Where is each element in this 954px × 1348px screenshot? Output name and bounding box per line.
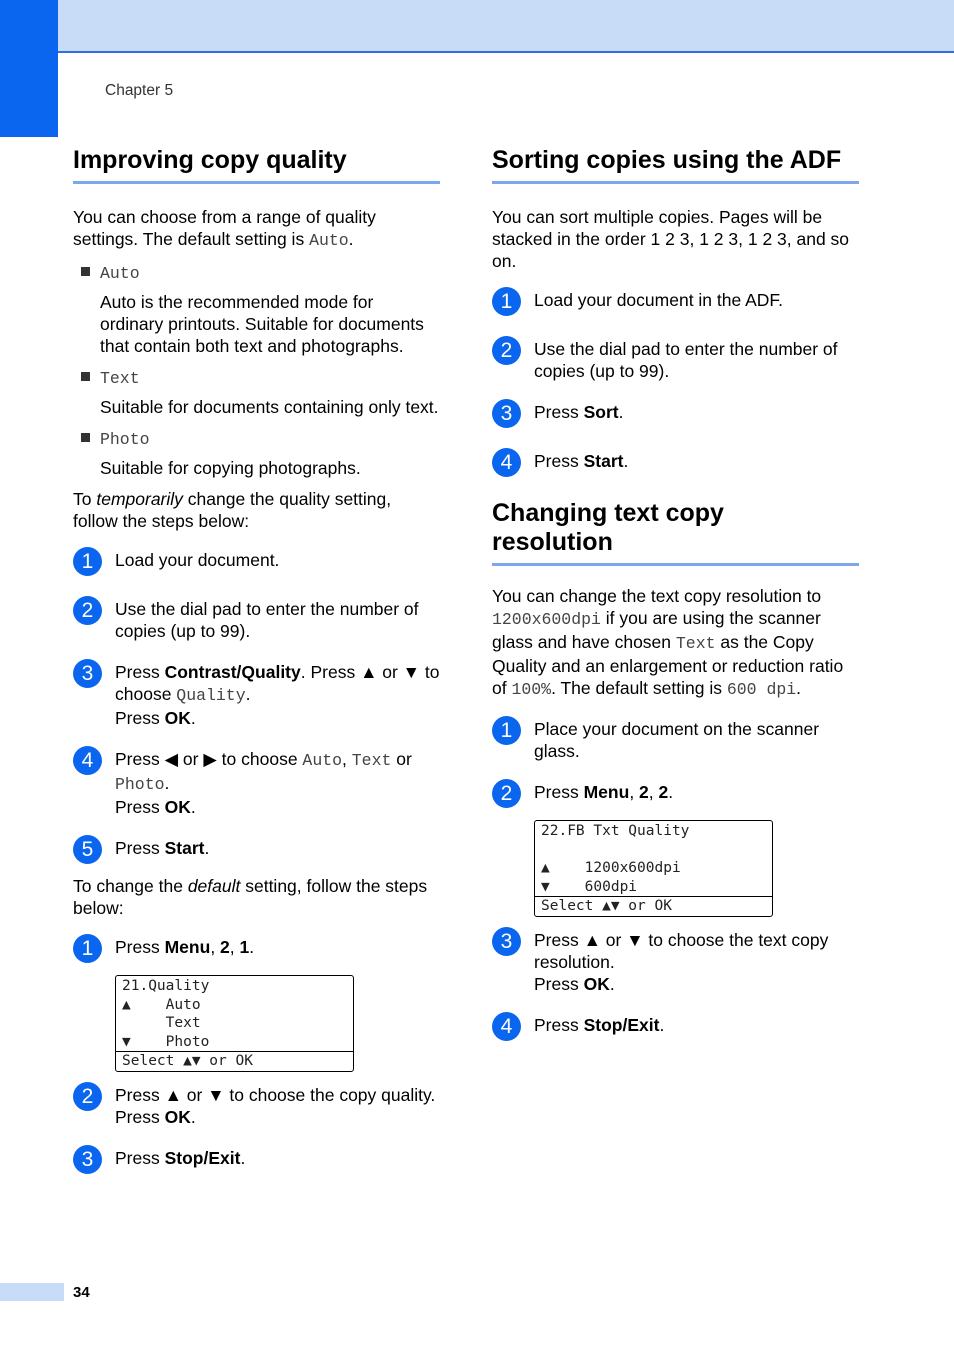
step-number-icon: 4 [492, 448, 521, 477]
chapter-tab [0, 0, 58, 137]
menu-value: Quality [176, 686, 246, 705]
text: as the Copy Quality and an enlargement or reduction ratio of [492, 632, 844, 698]
section-rule [492, 563, 859, 566]
option-desc: Auto is the recommended mode for ordinary printouts. Suitable for documents that contain both text and photographs. [100, 292, 424, 356]
step-text: Press [115, 1106, 165, 1127]
text: change the quality setting, follow the steps below: [73, 489, 392, 531]
step-text: Press [115, 937, 165, 957]
step-text: Press [534, 1014, 584, 1035]
option-text [73, 366, 440, 390]
step-text: Press [534, 402, 584, 422]
key-name: 2 [658, 782, 669, 802]
header-bar [0, 0, 954, 53]
step-text: . [249, 937, 255, 957]
step [492, 929, 859, 995]
step-text: . [190, 708, 196, 728]
intro-paragraph [73, 206, 440, 252]
step-text: Press [534, 451, 584, 471]
left-column [73, 146, 440, 1196]
step-number-icon: 1 [492, 287, 521, 316]
step-number-icon: 1 [492, 716, 521, 745]
key-name: Menu [164, 937, 211, 957]
intro-end: . [348, 229, 354, 249]
step-text: . [204, 838, 210, 858]
step-text: Press [534, 782, 584, 802]
step [73, 936, 440, 966]
text: . [796, 678, 802, 698]
chapter-label: Chapter 5 [105, 82, 174, 99]
lcd-lines: 21.Quality ▲ Auto Text ▼ Photo [122, 978, 210, 1050]
step-number-icon: 4 [492, 1012, 521, 1041]
section-title-resolution: Changing text copy resolution [492, 499, 724, 556]
step [73, 549, 440, 579]
step [73, 1147, 440, 1177]
key-name: OK [164, 1106, 191, 1127]
step-text: Load your document. [115, 550, 280, 570]
step-text: . [240, 1147, 246, 1168]
menu-value: 600 dpi [726, 680, 797, 699]
step-text: Press ▲ or ▼ to choose the copy quality. [115, 1084, 436, 1105]
key-name: Sort [583, 402, 619, 422]
step-number-icon: 3 [492, 927, 521, 956]
section-title-copy-quality: Improving copy quality [73, 146, 440, 184]
step [492, 450, 859, 480]
step-text: Use the dial pad to enter the number of copies (up to 99). [534, 339, 838, 381]
step-text: Use the dial pad to enter the number of copies (up to 99). [115, 599, 419, 641]
step-text: Press ◀ or ▶ to choose [115, 749, 303, 769]
step-text: or [391, 749, 412, 769]
default-value: Auto [309, 231, 349, 250]
step-text: . [190, 1106, 196, 1127]
step-number-icon: 1 [73, 934, 102, 963]
step-text: . [659, 1014, 665, 1035]
step-number-icon: 5 [73, 835, 102, 864]
step-text: . [245, 684, 251, 704]
step-text: Press [115, 797, 165, 817]
step-text: , [210, 937, 221, 957]
key-name: Stop/Exit [583, 1014, 660, 1035]
step-text: Place your document on the scanner glass. [534, 719, 820, 761]
step-number-icon: 2 [73, 596, 102, 625]
step-number-icon: 3 [73, 1145, 102, 1174]
step-text: Press ▲ or ▼ to choose the text copy resolution. [534, 929, 829, 972]
lcd-footer: Select ▲▼ or OK [535, 896, 772, 916]
section-title-sorting: Sorting copies using the ADF [492, 146, 859, 184]
menu-value: 1200x600dpi [492, 610, 601, 629]
step-text: , [648, 782, 659, 802]
lcd-display [115, 975, 354, 1072]
step-number-icon: 4 [73, 746, 102, 775]
key-name: Menu [583, 782, 630, 802]
temporary-steps [73, 549, 440, 867]
text: You can change the text copy resolution to [492, 586, 822, 606]
step [73, 748, 440, 818]
key-name: OK [164, 708, 191, 728]
bullet-icon [81, 267, 90, 276]
step-text: . [190, 797, 196, 817]
default-steps [73, 936, 440, 1177]
step [73, 837, 440, 867]
right-column [492, 146, 859, 1063]
text: . The default setting is [551, 678, 727, 698]
step [492, 1014, 859, 1044]
lcd-footer: Select ▲▼ or OK [116, 1051, 353, 1071]
step-text: Press [115, 838, 165, 858]
option-auto [73, 261, 440, 285]
step-text: . [668, 782, 674, 802]
step-text: . [623, 451, 629, 471]
sort-intro: You can sort multiple copies. Pages will be stacked in the order 1 2 3, 1 2 3, 1 2 3, and so on. [492, 207, 850, 271]
step-text: Press [115, 708, 165, 728]
menu-value: Auto [302, 751, 343, 770]
step-text: . Press ▲ or ▼ to choose [115, 662, 440, 704]
step-number-icon: 2 [492, 779, 521, 808]
menu-value: Photo [115, 775, 165, 794]
step-number-icon: 2 [73, 1082, 102, 1111]
step-text: . [618, 402, 624, 422]
key-name: 2 [220, 937, 230, 957]
option-desc: Suitable for documents containing only text. [100, 397, 439, 417]
resolution-steps [492, 718, 859, 1044]
temporary-intro [73, 488, 440, 532]
intro-text: You can choose from a range of quality settings. The default setting is [73, 207, 376, 249]
key-name: Start [164, 838, 205, 858]
step [492, 289, 859, 319]
page-number: 34 [73, 1284, 90, 1301]
step-text: . [609, 973, 615, 994]
option-desc: Suitable for copying photographs. [100, 458, 361, 478]
step-text: . [164, 773, 170, 793]
default-intro [73, 875, 440, 919]
text: To [73, 489, 97, 509]
lcd-lines: 22.FB Txt Quality ▲ 1200x600dpi ▼ 600dpi [541, 823, 690, 895]
key-name: OK [583, 973, 610, 994]
key-name: Contrast/Quality [164, 662, 301, 682]
step [492, 781, 859, 811]
step-text: , [342, 749, 352, 769]
step-number-icon: 3 [492, 399, 521, 428]
step-text: Press [115, 662, 165, 682]
text: setting, follow the steps below: [73, 876, 428, 918]
key-name: Stop/Exit [164, 1147, 241, 1168]
option-name: Photo [100, 430, 150, 449]
option-photo [73, 427, 440, 451]
step [73, 661, 440, 729]
text: if you are using the scanner glass and have chosen [492, 608, 821, 652]
step-text: Load your document in the ADF. [534, 290, 784, 310]
key-name: 2 [639, 782, 649, 802]
key-name: 1 [239, 937, 250, 957]
emphasis: default [187, 876, 241, 896]
bullet-icon [81, 433, 90, 442]
key-name: OK [164, 797, 191, 817]
menu-value: 100% [511, 680, 552, 699]
step-text: Press [534, 973, 584, 994]
resolution-intro [492, 585, 859, 701]
key-name: Start [583, 451, 624, 471]
step-text: , [629, 782, 640, 802]
step-number-icon: 2 [492, 336, 521, 365]
emphasis: temporarily [96, 489, 183, 509]
text: To change the [73, 876, 188, 896]
step-number-icon: 3 [73, 659, 102, 688]
lcd-display [534, 820, 773, 917]
step [73, 1084, 440, 1128]
step-number-icon: 1 [73, 547, 102, 576]
step [73, 598, 440, 642]
sort-steps [492, 289, 859, 480]
step [492, 401, 859, 431]
menu-value: Text [351, 751, 392, 770]
menu-value: Text [675, 634, 716, 653]
step-text: , [229, 937, 240, 957]
step [492, 718, 859, 762]
option-name: Auto [100, 264, 140, 283]
bullet-icon [81, 372, 90, 381]
step-text: Press [115, 1147, 165, 1168]
option-name: Text [100, 369, 140, 388]
step [492, 338, 859, 382]
footer-bar [0, 1283, 64, 1301]
